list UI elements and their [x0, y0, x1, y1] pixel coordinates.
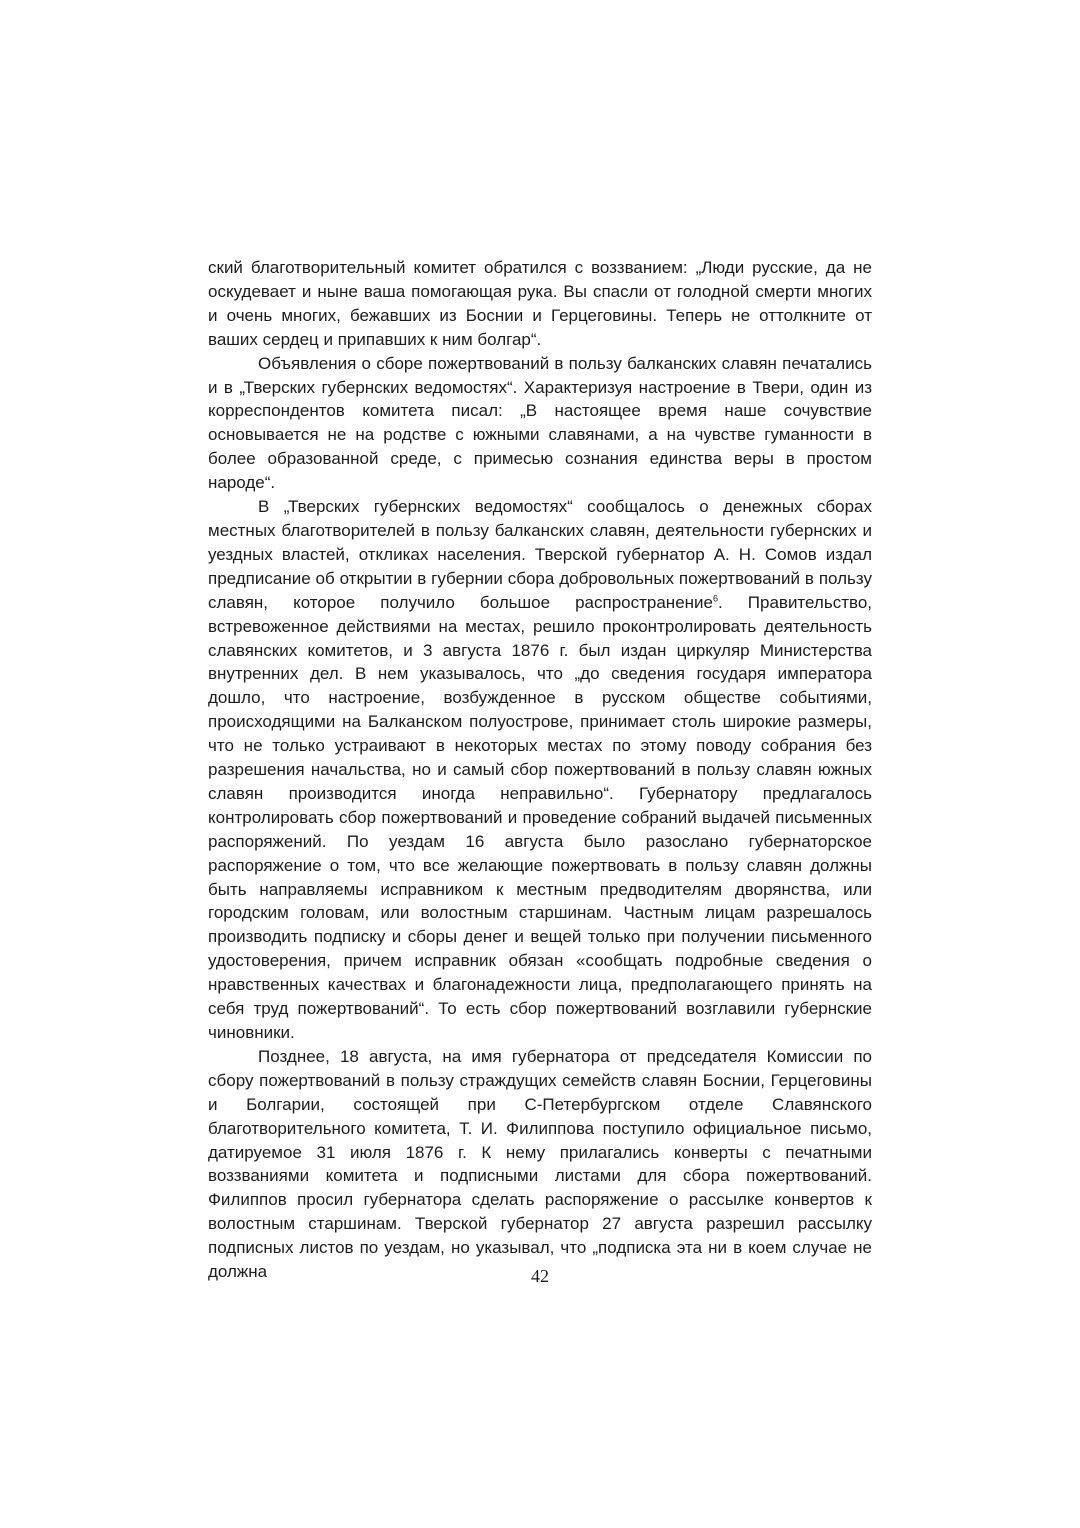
paragraph-2: Объявления о сборе пожертвований в пользу балканских славян печатались и в „Тверских губернских ведомостях“. Характеризуя настроение в Твери, один из корреспондентов комитета писал: „В настоящее время наше сочувствие основывается не на родстве с южными славянами, а на чувстве гуманности в более образованной среде, с примесью сознания единства веры в простом народе“. — [208, 353, 872, 493]
paragraph-4: Позднее, 18 августа, на имя губернатора от председателя Комиссии по сбору пожертвований в пользу страждущих семейств славян Боснии, Герцеговины и Болгарии, состоящей при С-Петербургском отделе Славянского благотворительного комитета, Т. И. Филиппова поступило официальное письмо, датируемое 31 июля 1876 г. К нему прилагались конверты с печатными воззваниями комитета и подписными листами для сбора пожертвований. Филиппов просил губернатора сделать распоряжение о рассылке конвертов к волостным старшинам. Тверской губернатор 27 августа разрешил рассылку подписных листов по уездам, но указывал, что „подписка эта ни в коем случае не должна — [208, 1046, 872, 1282]
footnote-reference: 6 — [713, 593, 719, 604]
body-text — [208, 256, 872, 1284]
paragraph-1: ский благотворительный комитет обратился с воззванием: „Люди русские, да не оскудевает и ныне ваша помогающая рука. Вы спасли от голодной смерти многих и очень многих, бежавших из Боснии и Герцеговины. Теперь не оттолкните от ваших сердец и припавших к ним болгар“. — [208, 258, 872, 349]
page-number: 42 — [531, 1266, 549, 1286]
paragraph-3-text-part-2: . Правительство, встревоженное действиями на местах, решило проконтролировать деятельность славянских комитетов, и 3 августа 1876 г. был издан циркуляр Министерства внутренних дел. В нем указывалось, что „до сведения государя императора дошло, что настроение, возбужденное в русском обществе событиями, происходящими на Балканском полуострове, принимает столь широкие размеры, что не только устраивают в некоторых местах по этому поводу собрания без разрешения начальства, но и самый сбор пожертвований в пользу славян южных славян производится иногда неправильно“. Губернатору предлагалось контролировать сбор пожертвований и проведение собраний выдачей письменных распоряжений. По уездам 16 августа было разослано губернаторское распоряжение о том, что все желающие пожертвовать в пользу славян должны быть направляемы исправником к местным предводителям дворянства, или городским головам, или волостным старшинам. Частным лицам разрешалось производить подписку и сборы денег и вещей только при получении письменного удостоверения, причем исправник обязан «сообщать подробные сведения о нравственных качествах и благонадежности лица, предполагающего принять на себя труд пожертвований“. То есть сбор пожертвований возглавили губернские чиновники. — [208, 592, 873, 1042]
paragraph-3-text-part-1: В „Тверских губернских ведомостях“ сообщалось о денежных сборах местных благотворителей в пользу балканских славян, деятельности губернских и уездных властей, откликах населения. Тверской губернатор А. Н. Сомов издал предписание об открытии в губернии сбора добровольных пожертвований в пользу славян, которое получило большое распространение — [208, 497, 872, 612]
paragraph-3 — [208, 495, 872, 1045]
